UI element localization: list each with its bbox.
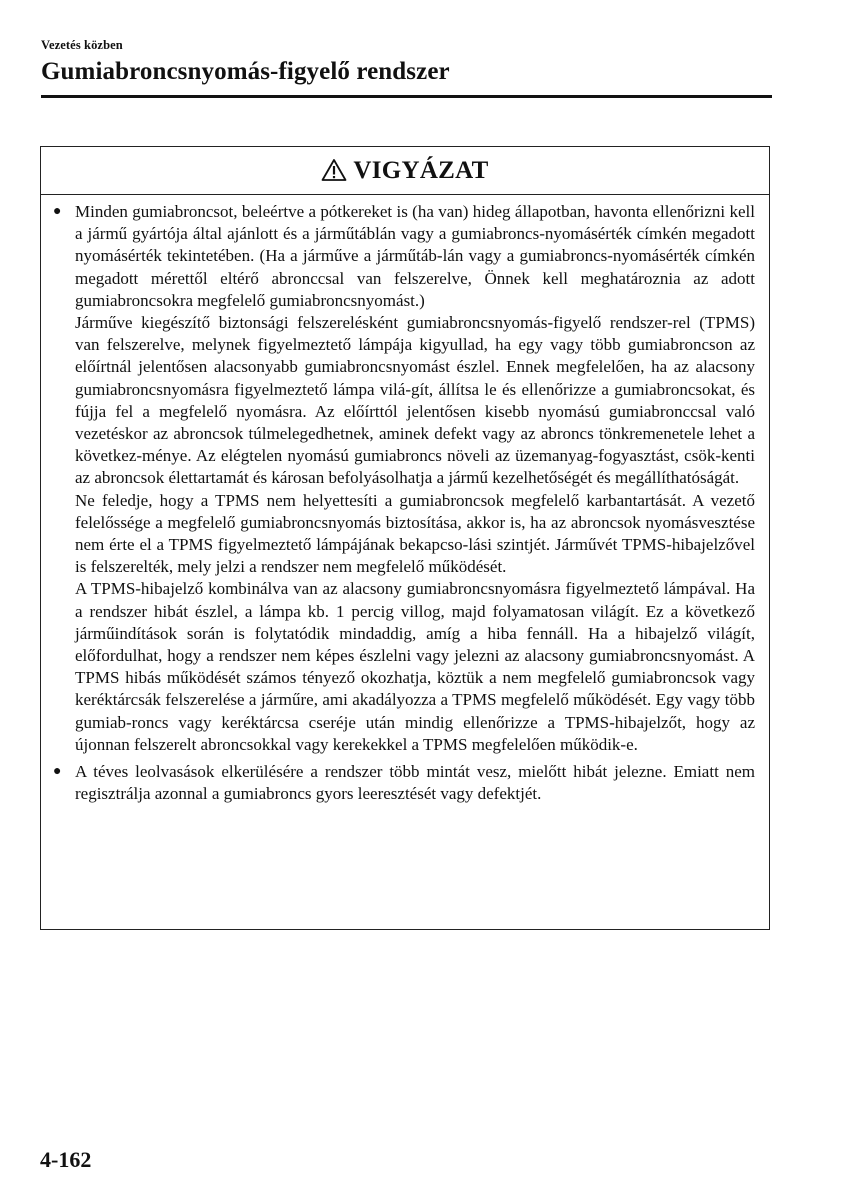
- title-rule: [41, 95, 772, 98]
- caution-box: [40, 146, 770, 930]
- caution-paragraph: A téves leolvasások elkerülésére a rendszer több mintát vesz, mielőtt hibát jelezne. Emiatt nem regisztrálja azonnal a gumiabroncs gyors leeresztését vagy defektjét.: [75, 762, 755, 804]
- page-number: 4-162: [40, 1147, 92, 1172]
- caution-paragraph: Járműve kiegészítő biztonsági felszerelésként gumiabroncsnyomás-figyelő rendszer-rel (TPMS) van felszerelve, melynek figyelmeztető lámpája kigyullad, ha egy vagy több gumiabroncson az előírtnál jelentősen alacsonyabb gumiabroncsnyomást észlel. Ennek megfelelően, ha az alacsony gumiabroncsnyomásra figyelmeztető lámpa vilá-gít, állítsa le és ellenőrizze a gumiabroncsokat, és fújja fel a megfelelő nyomásra. Az előírttól jelentősen kisebb nyomású gumiabronccsal való vezetéskor az abroncsok túlmelegedhetnek, aminek defekt vagy az abroncs tönkremenetele lehet a következ-ménye. Az elégtelen nyomású gumiabroncs növeli az üzemanyag-fogyasztást, csök-kenti az abroncsok élettartamát és károsan befolyásolhatja a jármű kezelhetőségét és megállíthatóságát.: [75, 313, 755, 488]
- bullet-dot: ●: [53, 204, 62, 219]
- bullet-dot: ●: [53, 764, 62, 780]
- bullet-content: [75, 201, 755, 756]
- caution-paragraph: Ne feledje, hogy a TPMS nem helyettesíti a gumiabroncsok megfelelő karbantartását. A vezető felelőssége a megfelelő gumiabroncsnyomás biztosítása, akkor is, ha az abroncsok nyomásvesztése nem érte el a TPMS figyelmeztető lámpájának bekapcso-lási szintjét. Járművét TPMS-hibajelzővel is felszerelték, mely jelzi a rendszer nem megfelelő működését.: [75, 490, 755, 577]
- page-title: Gumiabroncsnyomás-figyelő rendszer: [41, 58, 450, 85]
- caution-paragraph: A TPMS-hibajelző kombinálva van az alacsony gumiabroncsnyomásra figyelmeztető lámpával. Ha a rendszer hibát észlel, a lámpa kb. 1 percig villog, majd folyamatosan világít. Ez a következő járműindítások során is folytatódik mindaddig, amíg a hiba fennáll. Ha a hibajelző világít, előfordulhat, hogy a rendszer nem képes észlelni vagy jelezni az alacsony gumiabroncsnyomást. A TPMS hibás működését számos tényező okozhatja, köztük a nem megfelelő gumiabroncsok vagy keréktárcsák felszerelése a járműre, ami akadályozza a TPMS megfelelő működését. Egy vagy több gumiab-roncs vagy keréktárcsa cseréje után mindig ellenőrizze a TPMS-hibajelzőt, hogy az újonnan felszerelt abroncsokkal vagy kerekekkel a TPMS megfelelően működik-e.: [75, 579, 755, 754]
- caution-title: VIGYÁZAT: [353, 156, 489, 184]
- caution-paragraph: Minden gumiabroncsot, beleértve a pótkereket is (ha van) hideg állapotban, havonta ellenőrizni kell a jármű gyártója által ajánlott és a járműtáblán vagy a gumiabroncs-nyomásérték címkén megadott nyomásérték tekintetében. (Ha a járműve a járműtáb-lán vagy a gumiabroncs-nyomásérték címkén megadott mérettől eltérő abronccsal van felszerelve, Önnek kell meghatároznia az adott gumiabroncsokra megfelelő gumiabroncsnyomást.): [75, 202, 755, 310]
- bullet-content: [75, 761, 755, 805]
- bullet-item: [53, 761, 755, 805]
- caution-header: [41, 147, 769, 195]
- section-label: Vezetés közben: [41, 38, 123, 52]
- bullet-item: [53, 201, 755, 756]
- caution-body: [41, 195, 769, 805]
- warning-triangle-icon: [321, 158, 347, 182]
